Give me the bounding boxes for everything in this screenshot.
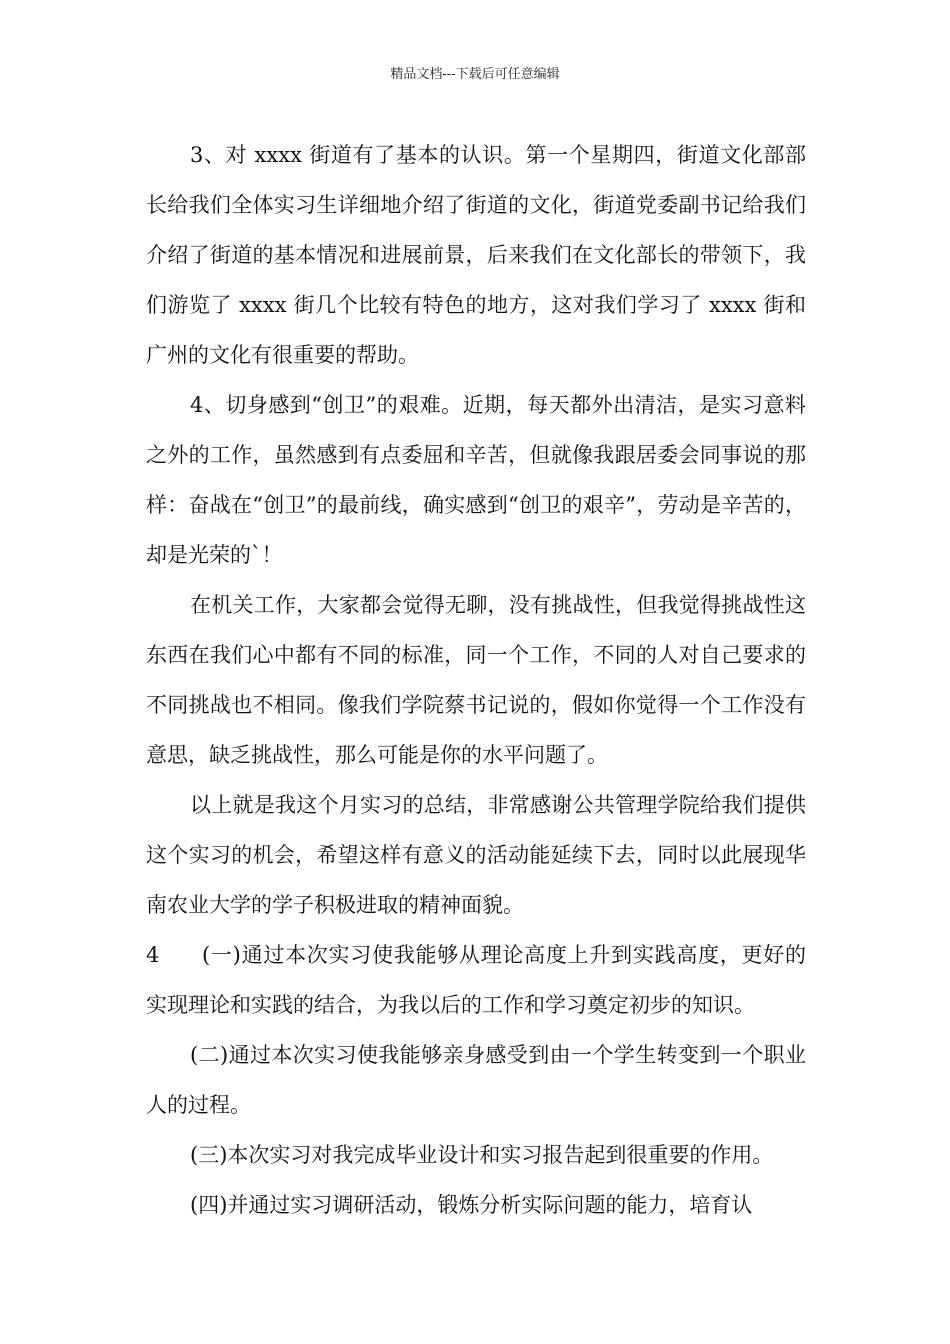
paragraph-4: 以上就是我这个月实习的总结，非常感谢公共管理学院给我们提供这个实习的机会，希望这样有意义的活动能延续下去，同时以此展现华南农业大学的学子积极进取的精神面貌。	[146, 793, 806, 917]
document-body	[146, 130, 806, 1230]
section-item-1	[146, 930, 806, 1030]
section-number: 4	[146, 943, 160, 967]
paragraph-1: 3、对 xxxx 街道有了基本的认识。第一个星期四，街道文化部部长给我们全体实习生详细地介绍了街道的文化，街道党委副书记给我们介绍了街道的基本情况和进展前景，后来我们在文化部长的带领下，我们游览了 xxxx 街几个比较有特色的地方，这对我们学习了 xxxx 街和广州的文化有很重要的帮助。	[146, 143, 806, 367]
section-item-4: (四)并通过实习调研活动，锻炼分析实际问题的能力，培育认	[190, 1193, 753, 1217]
section-item-2: (二)通过本次实习使我能够亲身感受到由一个学生转变到一个职业人的过程。	[146, 1043, 806, 1117]
paragraph-2: 4、切身感到“创卫”的艰难。近期，每天都外出清洁，是实习意料之外的工作，虽然感到有点委屈和辛苦，但就像我跟居委会同事说的那样：奋战在“创卫”的最前线，确实感到“创卫的艰辛”，劳动是辛苦的，却是光荣的`！	[146, 393, 806, 567]
paragraph-3: 在机关工作，大家都会觉得无聊，没有挑战性，但我觉得挑战性这东西在我们心中都有不同的标准，同一个工作，不同的人对自己要求的不同挑战也不相同。像我们学院蔡书记说的，假如你觉得一个工作没有意思，缺乏挑战性，那么可能是你的水平问题了。	[146, 593, 806, 767]
section-item-3: (三)本次实习对我完成毕业设计和实习报告起到很重要的作用。	[190, 1143, 774, 1167]
page-header: 精品文档---下载后可任意编辑	[390, 67, 560, 82]
section-item-1-text: (一)通过本次实习使我能够从理论高度上升到实践高度，更好的实现理论和实践的结合，为我以后的工作和学习奠定初步的知识。	[146, 943, 806, 1017]
